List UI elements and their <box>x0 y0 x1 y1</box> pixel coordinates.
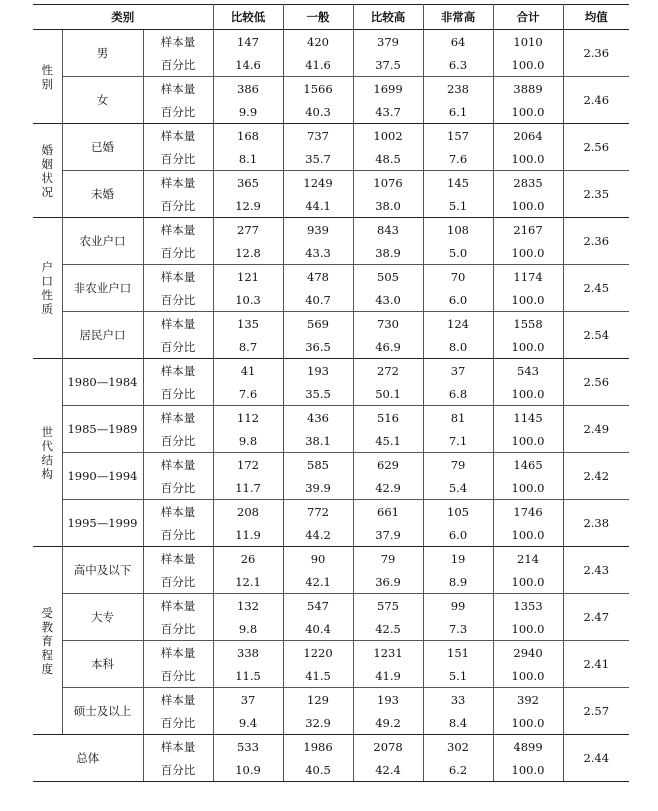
percent-cell: 12.9 <box>213 194 283 218</box>
percent-cell: 8.9 <box>423 570 493 594</box>
row-label-sample: 样本量 <box>143 77 213 101</box>
group-label-char: 程 <box>41 647 53 662</box>
sample-cell: 214 <box>493 547 563 571</box>
row-label-percent: 百分比 <box>143 194 213 218</box>
sample-cell: 208 <box>213 500 283 524</box>
statistics-table <box>33 4 629 782</box>
percent-cell: 100.0 <box>493 53 563 77</box>
overall-label: 总体 <box>33 735 143 782</box>
table-row <box>33 312 629 336</box>
mean-cell: 2.47 <box>563 594 629 641</box>
sample-cell: 505 <box>353 265 423 289</box>
percent-cell: 41.9 <box>353 664 423 688</box>
percent-cell: 6.0 <box>423 288 493 312</box>
percent-cell: 100.0 <box>493 664 563 688</box>
group-label-char: 口 <box>41 274 53 288</box>
sample-cell: 3889 <box>493 77 563 101</box>
percent-cell: 7.3 <box>423 617 493 641</box>
subgroup-label: 居民户口 <box>62 312 143 359</box>
sample-cell: 365 <box>213 171 283 195</box>
row-label-percent: 百分比 <box>143 664 213 688</box>
percent-cell: 39.9 <box>283 476 353 500</box>
mean-cell: 2.38 <box>563 500 629 547</box>
row-label-percent: 百分比 <box>143 476 213 500</box>
sample-cell: 272 <box>353 359 423 383</box>
sample-cell: 939 <box>283 218 353 242</box>
group-label-char: 状 <box>41 170 53 185</box>
sample-cell: 37 <box>213 688 283 712</box>
percent-cell: 40.7 <box>283 288 353 312</box>
percent-cell: 37.5 <box>353 53 423 77</box>
sample-cell: 145 <box>423 171 493 195</box>
sample-cell: 151 <box>423 641 493 665</box>
sample-cell: 132 <box>213 594 283 618</box>
subgroup-label: 已婚 <box>62 124 143 171</box>
row-label-sample: 样本量 <box>143 594 213 618</box>
sample-cell: 730 <box>353 312 423 336</box>
sample-cell: 338 <box>213 641 283 665</box>
sample-cell: 1746 <box>493 500 563 524</box>
percent-cell: 44.1 <box>283 194 353 218</box>
percent-cell: 12.1 <box>213 570 283 594</box>
row-label-sample: 样本量 <box>143 688 213 712</box>
percent-cell: 100.0 <box>493 335 563 359</box>
group-label <box>33 547 62 735</box>
mean-cell: 2.57 <box>563 688 629 735</box>
percent-cell: 35.5 <box>283 382 353 406</box>
percent-cell: 5.1 <box>423 194 493 218</box>
subgroup-label: 非农业户口 <box>62 265 143 312</box>
mean-cell: 2.36 <box>563 218 629 265</box>
sample-cell: 19 <box>423 547 493 571</box>
percent-cell: 40.3 <box>283 100 353 124</box>
percent-cell: 42.5 <box>353 617 423 641</box>
row-label-sample: 样本量 <box>143 171 213 195</box>
mean-cell: 2.43 <box>563 547 629 594</box>
subgroup-label: 女 <box>62 77 143 124</box>
sample-cell: 772 <box>283 500 353 524</box>
row-label-percent: 百分比 <box>143 570 213 594</box>
mean-cell: 2.41 <box>563 641 629 688</box>
percent-cell: 43.7 <box>353 100 423 124</box>
sample-cell: 41 <box>213 359 283 383</box>
percent-cell: 7.1 <box>423 429 493 453</box>
percent-cell: 100.0 <box>493 570 563 594</box>
sample-cell: 547 <box>283 594 353 618</box>
percent-cell: 42.9 <box>353 476 423 500</box>
subgroup-label: 男 <box>62 30 143 77</box>
header-row <box>33 5 629 30</box>
sample-cell: 124 <box>423 312 493 336</box>
percent-cell: 41.5 <box>283 664 353 688</box>
sample-cell: 157 <box>423 124 493 148</box>
subgroup-label: 1985—1989 <box>62 406 143 453</box>
sample-cell: 2940 <box>493 641 563 665</box>
percent-cell: 7.6 <box>213 382 283 406</box>
overall-row <box>33 735 629 759</box>
sample-cell: 1145 <box>493 406 563 430</box>
percent-cell: 100.0 <box>493 147 563 171</box>
table-row <box>33 547 629 571</box>
percent-cell: 5.0 <box>423 241 493 265</box>
sample-cell: 70 <box>423 265 493 289</box>
mean-cell: 2.54 <box>563 312 629 359</box>
percent-cell: 100.0 <box>493 194 563 218</box>
subgroup-label: 高中及以下 <box>62 547 143 594</box>
sample-cell: 90 <box>283 547 353 571</box>
sample-cell: 386 <box>213 77 283 101</box>
percent-cell: 32.9 <box>283 711 353 735</box>
table-row <box>33 641 629 665</box>
mean-cell: 2.35 <box>563 171 629 218</box>
group-label-char: 别 <box>41 76 53 91</box>
percent-cell: 38.1 <box>283 429 353 453</box>
percent-cell: 5.4 <box>423 476 493 500</box>
percent-cell: 10.9 <box>213 758 283 782</box>
group-label-char: 质 <box>41 302 53 316</box>
row-label-percent: 百分比 <box>143 711 213 735</box>
row-label-percent: 百分比 <box>143 288 213 312</box>
sample-cell: 105 <box>423 500 493 524</box>
sample-cell: 2835 <box>493 171 563 195</box>
row-label-sample: 样本量 <box>143 359 213 383</box>
percent-cell: 6.1 <box>423 100 493 124</box>
group-label-char: 户 <box>41 260 53 274</box>
group-label-char: 受 <box>41 605 53 620</box>
sample-cell: 2078 <box>353 735 423 759</box>
percent-cell: 9.4 <box>213 711 283 735</box>
row-label-sample: 样本量 <box>143 124 213 148</box>
row-label-sample: 样本量 <box>143 30 213 54</box>
sample-cell: 26 <box>213 547 283 571</box>
sample-cell: 64 <box>423 30 493 54</box>
percent-cell: 35.7 <box>283 147 353 171</box>
percent-cell: 38.0 <box>353 194 423 218</box>
percent-cell: 50.1 <box>353 382 423 406</box>
header-low: 比较低 <box>213 5 283 30</box>
sample-cell: 1353 <box>493 594 563 618</box>
row-label-percent: 百分比 <box>143 758 213 782</box>
group-label-char: 结 <box>41 452 53 467</box>
sample-cell: 1566 <box>283 77 353 101</box>
sample-cell: 569 <box>283 312 353 336</box>
percent-cell: 38.9 <box>353 241 423 265</box>
percent-cell: 49.2 <box>353 711 423 735</box>
sample-cell: 33 <box>423 688 493 712</box>
table-row <box>33 453 629 477</box>
sample-cell: 193 <box>353 688 423 712</box>
percent-cell: 48.5 <box>353 147 423 171</box>
percent-cell: 43.3 <box>283 241 353 265</box>
subgroup-label: 1995—1999 <box>62 500 143 547</box>
percent-cell: 8.0 <box>423 335 493 359</box>
sample-cell: 629 <box>353 453 423 477</box>
sample-cell: 112 <box>213 406 283 430</box>
header-mean: 均值 <box>563 5 629 30</box>
sample-cell: 1076 <box>353 171 423 195</box>
group-label-char: 教 <box>41 619 53 634</box>
mean-cell: 2.56 <box>563 359 629 406</box>
percent-cell: 6.0 <box>423 523 493 547</box>
sample-cell: 478 <box>283 265 353 289</box>
sample-cell: 99 <box>423 594 493 618</box>
sample-cell: 392 <box>493 688 563 712</box>
subgroup-label: 硕士及以上 <box>62 688 143 735</box>
group-label <box>33 124 62 218</box>
group-label-char: 代 <box>41 438 53 453</box>
sample-cell: 1220 <box>283 641 353 665</box>
header-very-high: 非常高 <box>423 5 493 30</box>
row-label-sample: 样本量 <box>143 500 213 524</box>
percent-cell: 44.2 <box>283 523 353 547</box>
table-row <box>33 30 629 54</box>
sample-cell: 1558 <box>493 312 563 336</box>
percent-cell: 9.8 <box>213 429 283 453</box>
group-label-char: 性 <box>41 62 53 77</box>
percent-cell: 14.6 <box>213 53 283 77</box>
table-row <box>33 688 629 712</box>
table-row <box>33 359 629 383</box>
percent-cell: 9.9 <box>213 100 283 124</box>
group-label <box>33 359 62 547</box>
sample-cell: 1010 <box>493 30 563 54</box>
sample-cell: 661 <box>353 500 423 524</box>
row-label-percent: 百分比 <box>143 53 213 77</box>
percent-cell: 43.0 <box>353 288 423 312</box>
group-label-char: 度 <box>41 661 53 676</box>
sample-cell: 533 <box>213 735 283 759</box>
sample-cell: 37 <box>423 359 493 383</box>
percent-cell: 42.1 <box>283 570 353 594</box>
sample-cell: 193 <box>283 359 353 383</box>
subgroup-label: 大专 <box>62 594 143 641</box>
subgroup-label: 1990—1994 <box>62 453 143 500</box>
sample-cell: 420 <box>283 30 353 54</box>
percent-cell: 100.0 <box>493 476 563 500</box>
mean-cell: 2.44 <box>563 735 629 782</box>
sample-cell: 4899 <box>493 735 563 759</box>
group-label-char: 姻 <box>41 156 53 171</box>
sample-cell: 2167 <box>493 218 563 242</box>
sample-cell: 737 <box>283 124 353 148</box>
table-row <box>33 406 629 430</box>
subgroup-label: 本科 <box>62 641 143 688</box>
sample-cell: 277 <box>213 218 283 242</box>
mean-cell: 2.42 <box>563 453 629 500</box>
percent-cell: 100.0 <box>493 288 563 312</box>
group-label-char: 婚 <box>41 142 53 157</box>
header-category: 类别 <box>33 5 213 30</box>
header-high: 比较高 <box>353 5 423 30</box>
percent-cell: 8.1 <box>213 147 283 171</box>
percent-cell: 11.9 <box>213 523 283 547</box>
sample-cell: 1231 <box>353 641 423 665</box>
group-label <box>33 218 62 359</box>
percent-cell: 42.4 <box>353 758 423 782</box>
sample-cell: 79 <box>423 453 493 477</box>
percent-cell: 6.2 <box>423 758 493 782</box>
sample-cell: 575 <box>353 594 423 618</box>
percent-cell: 100.0 <box>493 617 563 641</box>
row-label-percent: 百分比 <box>143 382 213 406</box>
sample-cell: 1986 <box>283 735 353 759</box>
percent-cell: 7.6 <box>423 147 493 171</box>
row-label-sample: 样本量 <box>143 547 213 571</box>
percent-cell: 36.5 <box>283 335 353 359</box>
group-label-char: 世 <box>41 424 53 439</box>
sample-cell: 516 <box>353 406 423 430</box>
mean-cell: 2.49 <box>563 406 629 453</box>
sample-cell: 1174 <box>493 265 563 289</box>
percent-cell: 12.8 <box>213 241 283 265</box>
header-total: 合计 <box>493 5 563 30</box>
percent-cell: 100.0 <box>493 241 563 265</box>
row-label-sample: 样本量 <box>143 218 213 242</box>
row-label-percent: 百分比 <box>143 147 213 171</box>
table-row <box>33 171 629 195</box>
subgroup-label: 1980—1984 <box>62 359 143 406</box>
mean-cell: 2.45 <box>563 265 629 312</box>
percent-cell: 9.8 <box>213 617 283 641</box>
table-row <box>33 500 629 524</box>
percent-cell: 40.5 <box>283 758 353 782</box>
percent-cell: 5.1 <box>423 664 493 688</box>
table-row <box>33 77 629 101</box>
row-label-percent: 百分比 <box>143 335 213 359</box>
percent-cell: 11.5 <box>213 664 283 688</box>
sample-cell: 121 <box>213 265 283 289</box>
row-label-percent: 百分比 <box>143 617 213 641</box>
sample-cell: 1699 <box>353 77 423 101</box>
sample-cell: 379 <box>353 30 423 54</box>
percent-cell: 100.0 <box>493 711 563 735</box>
row-label-sample: 样本量 <box>143 735 213 759</box>
sample-cell: 147 <box>213 30 283 54</box>
subgroup-label: 未婚 <box>62 171 143 218</box>
percent-cell: 100.0 <box>493 758 563 782</box>
row-label-sample: 样本量 <box>143 641 213 665</box>
group-label-char: 况 <box>41 184 53 199</box>
sample-cell: 168 <box>213 124 283 148</box>
sample-cell: 135 <box>213 312 283 336</box>
row-label-sample: 样本量 <box>143 312 213 336</box>
row-label-sample: 样本量 <box>143 265 213 289</box>
table-row <box>33 594 629 618</box>
group-label-char: 性 <box>41 288 53 302</box>
sample-cell: 585 <box>283 453 353 477</box>
row-label-sample: 样本量 <box>143 406 213 430</box>
percent-cell: 6.3 <box>423 53 493 77</box>
table-body <box>33 30 629 782</box>
percent-cell: 6.8 <box>423 382 493 406</box>
sample-cell: 543 <box>493 359 563 383</box>
percent-cell: 41.6 <box>283 53 353 77</box>
sample-cell: 79 <box>353 547 423 571</box>
sample-cell: 436 <box>283 406 353 430</box>
sample-cell: 2064 <box>493 124 563 148</box>
percent-cell: 46.9 <box>353 335 423 359</box>
sample-cell: 302 <box>423 735 493 759</box>
row-label-percent: 百分比 <box>143 241 213 265</box>
sample-cell: 129 <box>283 688 353 712</box>
percent-cell: 10.3 <box>213 288 283 312</box>
sample-cell: 1249 <box>283 171 353 195</box>
percent-cell: 100.0 <box>493 100 563 124</box>
header-medium: 一般 <box>283 5 353 30</box>
percent-cell: 8.4 <box>423 711 493 735</box>
row-label-percent: 百分比 <box>143 523 213 547</box>
sample-cell: 1465 <box>493 453 563 477</box>
table-row <box>33 218 629 242</box>
row-label-percent: 百分比 <box>143 100 213 124</box>
sample-cell: 238 <box>423 77 493 101</box>
sample-cell: 172 <box>213 453 283 477</box>
sample-cell: 843 <box>353 218 423 242</box>
sample-cell: 1002 <box>353 124 423 148</box>
table-row <box>33 124 629 148</box>
sample-cell: 81 <box>423 406 493 430</box>
percent-cell: 100.0 <box>493 429 563 453</box>
group-label <box>33 30 62 124</box>
mean-cell: 2.56 <box>563 124 629 171</box>
percent-cell: 100.0 <box>493 382 563 406</box>
subgroup-label: 农业户口 <box>62 218 143 265</box>
group-label-char: 育 <box>41 633 53 648</box>
mean-cell: 2.36 <box>563 30 629 77</box>
sample-cell: 108 <box>423 218 493 242</box>
percent-cell: 40.4 <box>283 617 353 641</box>
group-label-char: 构 <box>41 466 53 481</box>
table-row <box>33 265 629 289</box>
mean-cell: 2.46 <box>563 77 629 124</box>
row-label-percent: 百分比 <box>143 429 213 453</box>
row-label-sample: 样本量 <box>143 453 213 477</box>
percent-cell: 36.9 <box>353 570 423 594</box>
percent-cell: 45.1 <box>353 429 423 453</box>
percent-cell: 11.7 <box>213 476 283 500</box>
percent-cell: 8.7 <box>213 335 283 359</box>
percent-cell: 37.9 <box>353 523 423 547</box>
percent-cell: 100.0 <box>493 523 563 547</box>
